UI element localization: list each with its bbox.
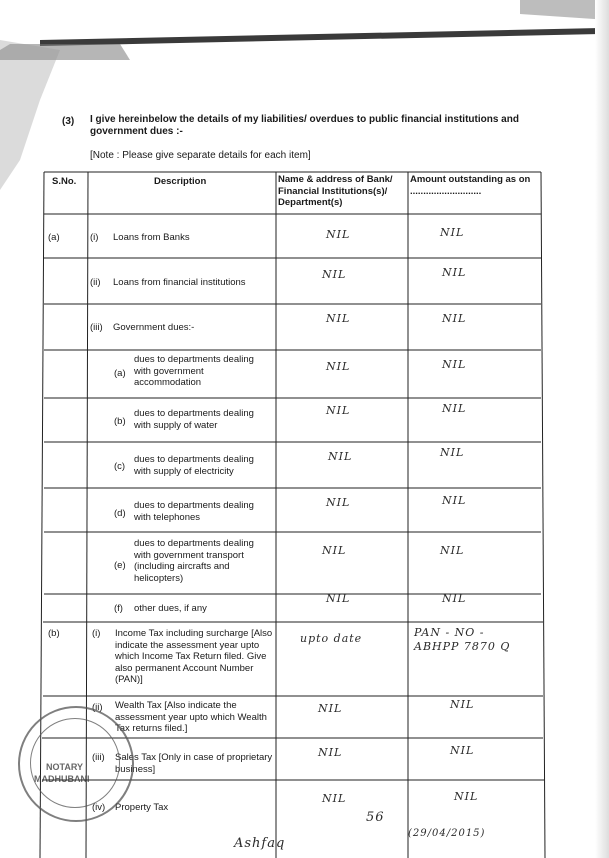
row-amount-value: NIL xyxy=(450,698,475,711)
row-name-value: NIL xyxy=(328,450,353,463)
row-amount-value: NIL xyxy=(450,744,475,757)
row-item: (f) xyxy=(114,603,123,614)
row-sub: (iii) xyxy=(92,752,105,763)
stamp-text-top: NOTARY xyxy=(46,762,83,772)
row-desc: Government dues:- xyxy=(113,322,195,333)
scan-edge-right xyxy=(595,0,609,858)
row-sub: (i) xyxy=(90,232,99,243)
row-sub: (iv) xyxy=(92,802,106,813)
header-sno: S.No. xyxy=(52,176,77,187)
row-amount-value: NIL xyxy=(440,446,465,459)
row-name-value: NIL xyxy=(322,268,347,281)
scan-artifact-top xyxy=(0,0,609,60)
header-amount: Amount outstanding as on ........................... xyxy=(410,174,531,197)
row-amount-value: NIL xyxy=(442,312,467,325)
row-sub: (ii) xyxy=(92,702,103,713)
row-desc: other dues, if any xyxy=(134,603,207,614)
row-item: (c) xyxy=(114,461,126,472)
row-name-value: NIL xyxy=(326,228,351,241)
row-amount-value: NIL xyxy=(440,226,465,239)
header-name-address: Name & address of Bank/ Financial Institutions(s)/ Department(s) xyxy=(278,174,393,208)
header-description: Description xyxy=(154,176,207,187)
row-desc: Income Tax including surcharge [Also indicate the assessment year upto which Income Tax Return filed. Give also permanent Account Number (PAN)] xyxy=(115,628,273,685)
row-name-value: NIL xyxy=(326,404,351,417)
row-amount-value: NIL xyxy=(440,544,465,557)
row-desc: dues to departments dealing with supply of electricity xyxy=(134,454,254,477)
row-desc: dues to departments dealing with government accommodation xyxy=(134,354,254,388)
row-item: (a) xyxy=(114,368,126,379)
row-item: (e) xyxy=(114,560,126,571)
row-name-value: NIL xyxy=(318,746,343,759)
section-note: [Note : Please give separate details for each item] xyxy=(90,150,311,161)
row-name-value: NIL xyxy=(318,702,343,715)
row-desc: Loans from Banks xyxy=(113,232,190,243)
row-name-value: NIL xyxy=(326,360,351,373)
row-sno: (a) xyxy=(48,232,60,243)
row-desc: dues to departments dealing with telephones xyxy=(134,500,254,523)
row-desc: Sales Tax [Only in case of proprietary business] xyxy=(115,752,273,775)
row-name-value: upto date xyxy=(300,632,363,645)
row-sno: (b) xyxy=(48,628,60,639)
section-heading: I give hereinbelow the details of my liabilities/ overdues to public financial institutions and government dues :- xyxy=(90,114,519,137)
row-name-value: NIL xyxy=(326,496,351,509)
row-desc: Property Tax xyxy=(115,802,169,813)
row-name-value: NIL xyxy=(326,312,351,325)
row-item: (d) xyxy=(114,508,126,519)
signature: Ashfaq xyxy=(234,836,286,851)
row-name-value: NIL xyxy=(322,792,347,805)
row-amount-value: NIL xyxy=(442,592,467,605)
row-desc: Loans from financial institutions xyxy=(113,277,246,288)
handwritten-date: (29/04/2015) xyxy=(408,828,486,839)
row-name-value: NIL xyxy=(322,544,347,557)
row-name-value: NIL xyxy=(326,592,351,605)
row-desc: dues to departments dealing with supply of water xyxy=(134,408,254,431)
notary-stamp xyxy=(18,706,134,822)
row-desc: Wealth Tax [Also indicate the assessment year upto which Wealth Tax returns filed.] xyxy=(115,700,267,734)
row-desc: dues to departments dealing with government transport (including aircrafts and helicopters) xyxy=(134,538,254,584)
row-amount-value: PAN - NO - ABHPP 7870 Q xyxy=(414,626,511,653)
row-amount-value: NIL xyxy=(442,266,467,279)
stamp-text-bottom: MADHUBANI xyxy=(34,774,90,784)
row-amount-value: NIL xyxy=(454,790,479,803)
row-amount-value: NIL xyxy=(442,402,467,415)
row-sub: (iii) xyxy=(90,322,103,333)
row-sub: (i) xyxy=(92,628,101,639)
row-amount-value: NIL xyxy=(442,358,467,371)
scan-shadow-left xyxy=(0,40,90,190)
row-item: (b) xyxy=(114,416,126,427)
section-number: (3) xyxy=(62,116,75,127)
page-number: 56 xyxy=(366,810,385,825)
row-sub: (ii) xyxy=(90,277,101,288)
row-amount-value: NIL xyxy=(442,494,467,507)
